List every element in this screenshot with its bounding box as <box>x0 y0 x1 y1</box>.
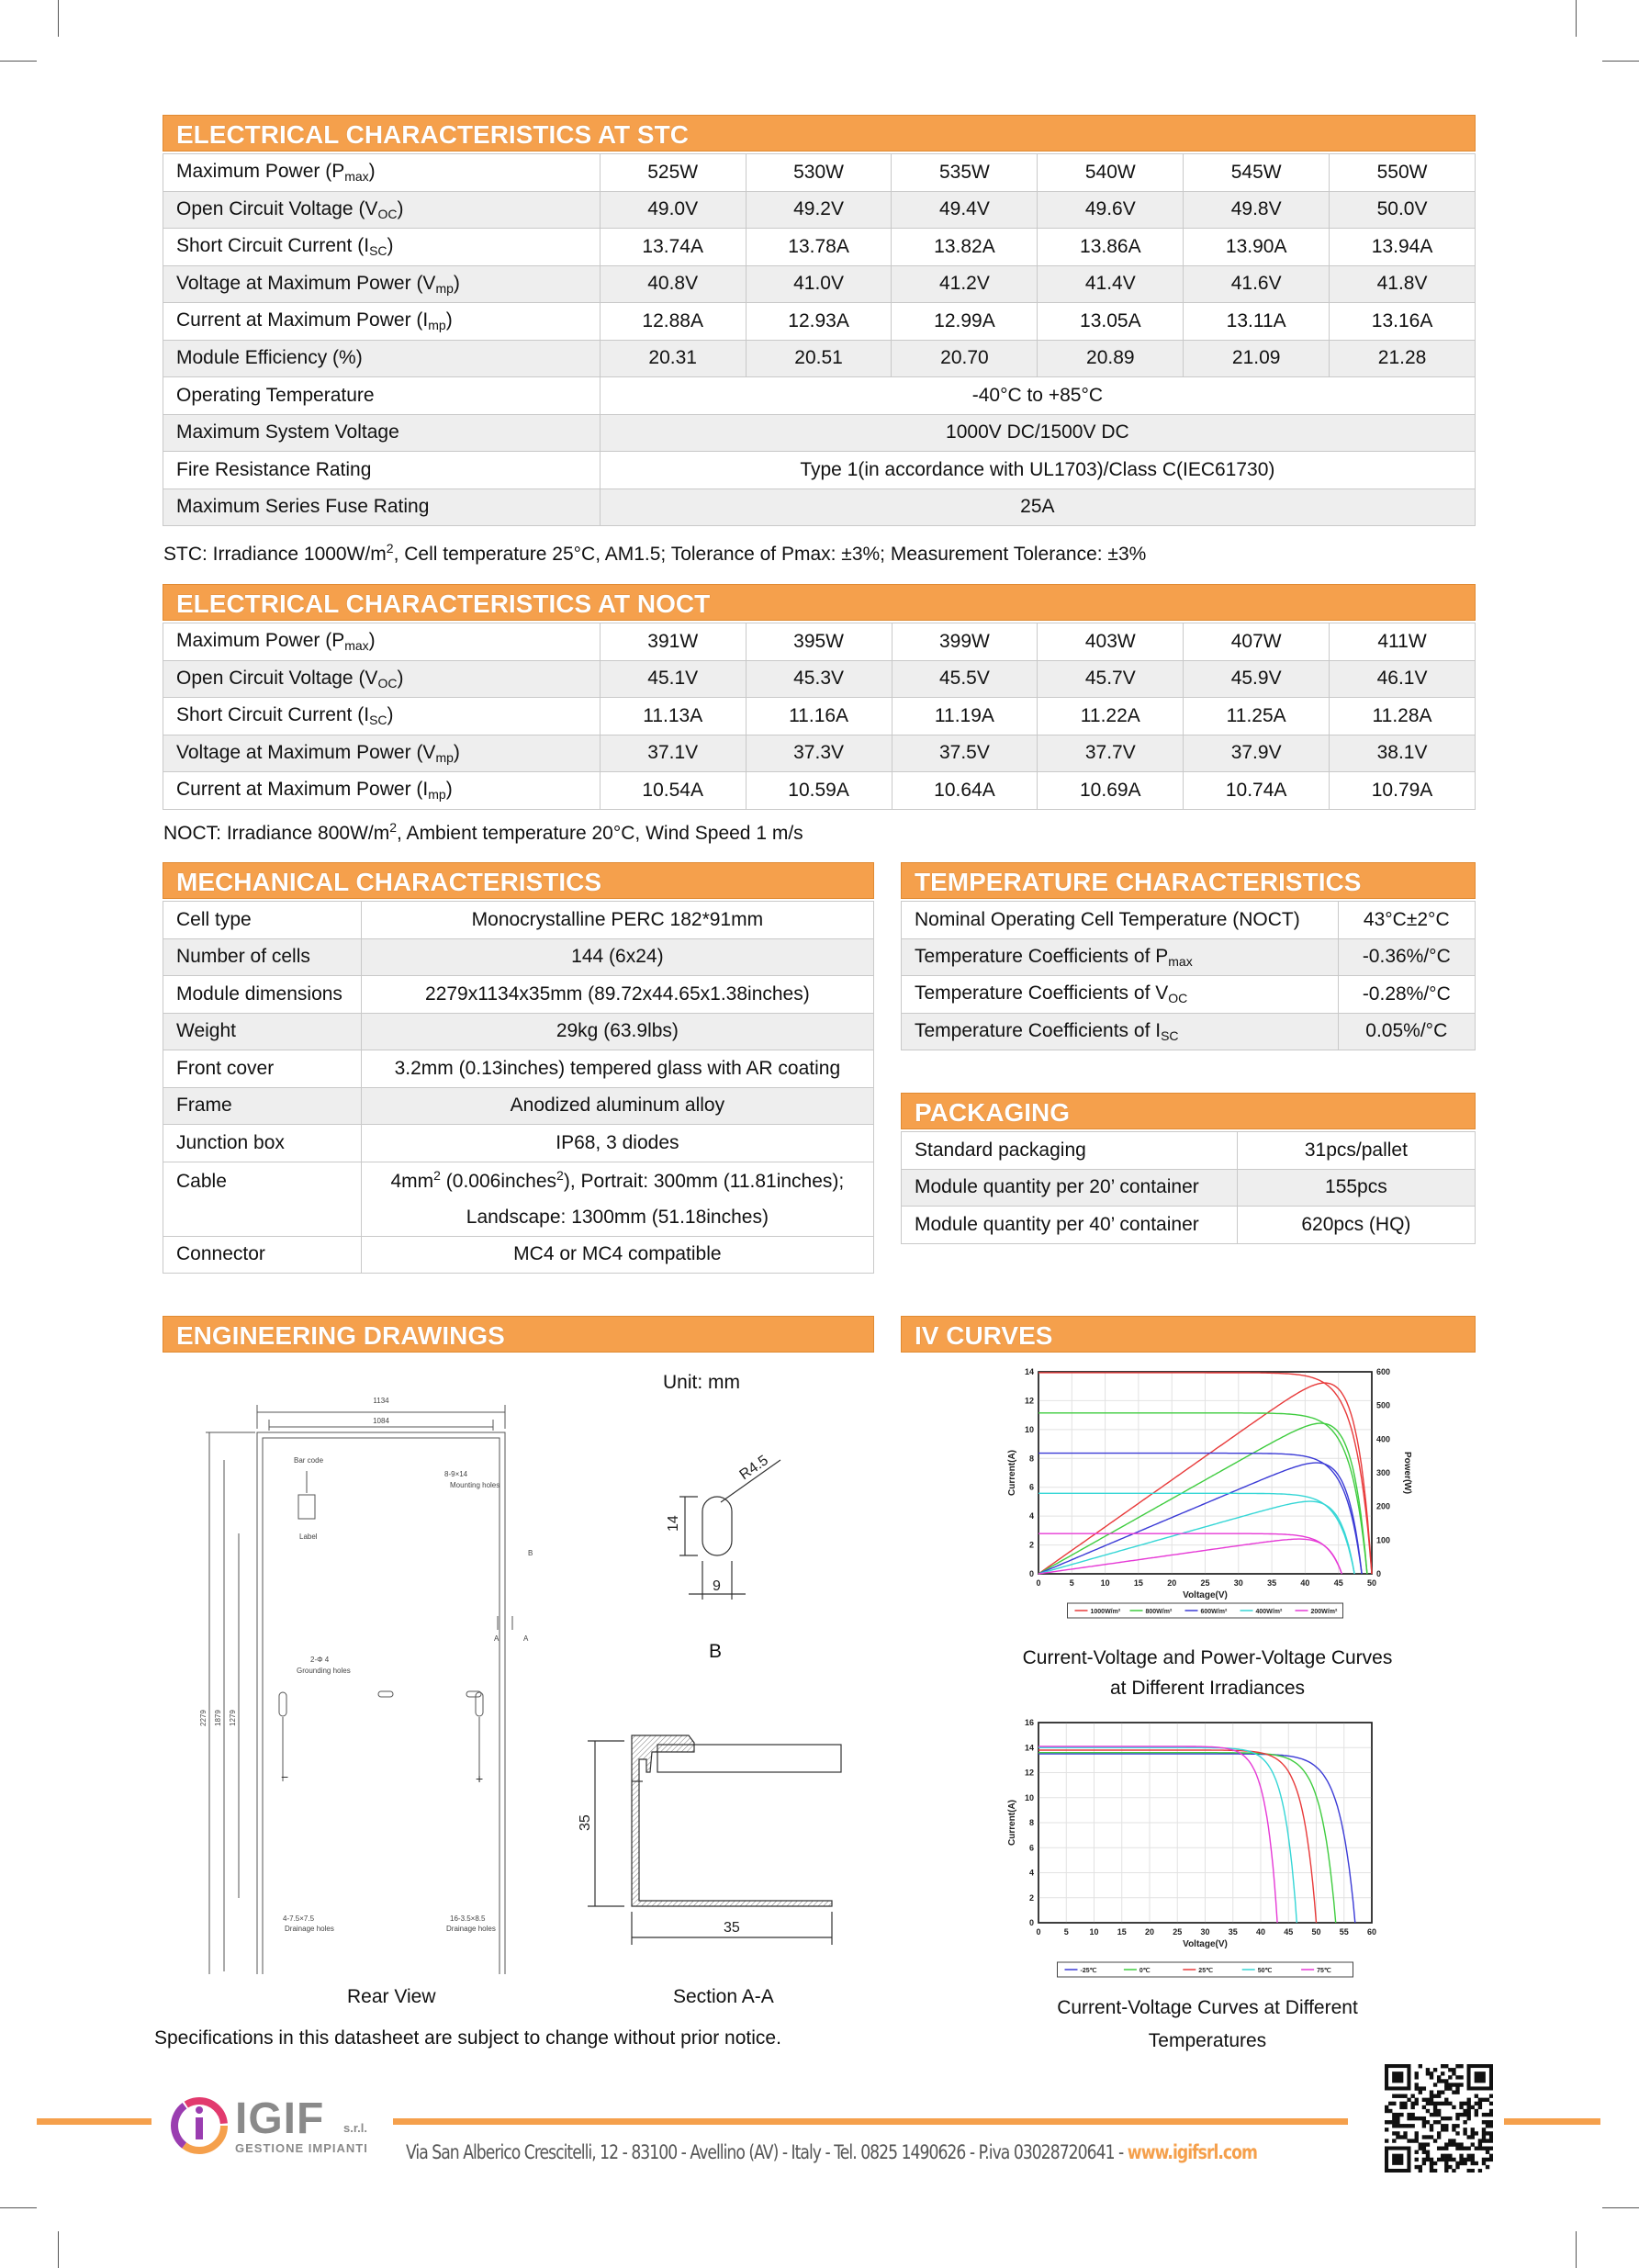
cell-value: 12.99A <box>892 303 1038 341</box>
crop-mark <box>0 61 37 62</box>
x-tick-label: 30 <box>1200 1927 1210 1937</box>
igif-logo-srl: s.r.l. <box>343 2121 368 2135</box>
igif-logo-subtitle: GESTIONE IMPIANTI <box>235 2141 368 2155</box>
x-tick-label: 15 <box>1117 1927 1127 1937</box>
noct-section-header: ELECTRICAL CHARACTERISTICS AT NOCT <box>163 584 1476 621</box>
cell-value: 399W <box>892 623 1038 661</box>
x-tick-label: 40 <box>1255 1927 1266 1937</box>
y-tick-label: 10 <box>1024 1792 1034 1802</box>
row-value: 155pcs <box>1237 1169 1475 1207</box>
y-tick-label: 12 <box>1024 1396 1034 1406</box>
legend-label: 800W/m² <box>1145 1609 1173 1615</box>
cell-value: 49.0V <box>600 191 746 229</box>
table-row <box>163 902 874 939</box>
y2-tick-label: 500 <box>1376 1400 1391 1410</box>
cell-value: 12.88A <box>600 303 746 341</box>
row-value: Monocrystalline PERC 182*91mm <box>361 902 873 939</box>
row-label: Voltage at Maximum Power $(V_{mp})$ <box>163 735 601 772</box>
cell-value: 45.9V <box>1184 660 1330 698</box>
cell-value: 540W <box>1038 154 1184 192</box>
table-row <box>163 303 1476 341</box>
cell-value: 49.4V <box>892 191 1038 229</box>
x-tick-label: 55 <box>1339 1927 1349 1937</box>
cell-value: 40.8V <box>600 265 746 303</box>
table-row <box>163 1125 874 1162</box>
row-label: Module quantity per 20’ container <box>902 1169 1238 1207</box>
table-row <box>902 1207 1476 1244</box>
cell-value: 13.16A <box>1330 303 1476 341</box>
table-row <box>163 698 1476 735</box>
row-label: Temperature Coefficients of $V_{OC}$ <box>902 976 1339 1014</box>
y2-tick-label: 200 <box>1376 1501 1391 1511</box>
temperature-section-header: TEMPERATURE CHARACTERISTICS <box>901 862 1476 899</box>
table-row <box>163 340 1476 377</box>
y-tick-label: 16 <box>1024 1718 1034 1727</box>
table-row <box>163 191 1476 229</box>
mechanical-section-header: MECHANICAL CHARACTERISTICS <box>163 862 874 899</box>
y-tick-label: 12 <box>1024 1768 1034 1778</box>
y-tick-label: 0 <box>1028 1918 1034 1927</box>
y2-tick-label: 600 <box>1376 1367 1391 1376</box>
x-tick-label: 5 <box>1069 1578 1074 1588</box>
row-label: Current at Maximum Power $(I_{mp})$ <box>163 303 601 341</box>
cell-value: 13.86A <box>1038 229 1184 266</box>
cell-value: 49.2V <box>746 191 892 229</box>
unit-label: Unit: mm <box>663 1372 740 1393</box>
section-a-a-drawing <box>569 1708 845 1951</box>
packaging-section-header: PACKAGING <box>901 1093 1476 1129</box>
row-value: 1000V DC/1500V DC <box>600 414 1475 452</box>
table-row <box>902 902 1476 939</box>
y-tick-label: 6 <box>1028 1843 1034 1853</box>
table-row-cable <box>163 1162 874 1199</box>
table-row <box>163 623 1476 661</box>
cell-value: 49.6V <box>1038 191 1184 229</box>
row-label: Nominal Operating Cell Temperature (NOCT) <box>902 902 1339 939</box>
drainage-holes-label-2: Drainage holes <box>446 1925 496 1933</box>
cell-value: 11.13A <box>600 698 746 735</box>
qr-code-icon <box>1385 2064 1493 2173</box>
row-label: Open Circuit Voltage $(V_{OC})$ <box>163 660 601 698</box>
row-value: -40°C to +85°C <box>600 377 1475 415</box>
table-row <box>163 414 1476 452</box>
table-row <box>902 976 1476 1014</box>
crop-mark <box>1602 61 1639 62</box>
cell-value: 411W <box>1330 623 1476 661</box>
row-label: Temperature Coefficients of $I_{SC}$ <box>902 1013 1339 1050</box>
cell-value: 21.28 <box>1330 340 1476 377</box>
cell-value: 20.51 <box>746 340 892 377</box>
row-value: 25A <box>600 488 1475 526</box>
y-tick-label: 2 <box>1028 1540 1034 1550</box>
row-label: Voltage at Maximum Power $(V_{mp})$ <box>163 265 601 303</box>
row-label: Operating Temperature <box>163 377 601 415</box>
x-tick-label: 5 <box>1063 1927 1069 1937</box>
mark-a-right: A <box>523 1634 529 1643</box>
mounting-holes-label: Mounting holes <box>450 1481 500 1489</box>
iv-irradiance-caption-2: at Different Irradiances <box>1109 1678 1306 1699</box>
cell-value: 10.79A <box>1330 772 1476 810</box>
cell-value: 41.2V <box>892 265 1038 303</box>
row-value: 3.2mm (0.13inches) tempered glass with AR coating <box>361 1050 873 1088</box>
iv-irradiance-caption-1: Current-Voltage and Power-Voltage Curves <box>1022 1647 1393 1668</box>
table-row <box>163 938 874 976</box>
dim-r4-5: R4.5 <box>736 1452 771 1484</box>
cell-value: 37.3V <box>746 735 892 772</box>
iv-temperature-caption-2: Temperatures <box>1148 2030 1267 2051</box>
y-tick-label: 14 <box>1024 1367 1034 1376</box>
row-label: Maximum Power $(P_{max})$ <box>163 154 601 192</box>
svg-text:−: − <box>281 1769 289 1784</box>
cell-value: 41.4V <box>1038 265 1184 303</box>
cell-value: 13.74A <box>600 229 746 266</box>
drainage-dim-2: 16-3.5×8.5 <box>450 1914 486 1923</box>
row-value: MC4 or MC4 compatible <box>361 1236 873 1274</box>
cell-value: 37.5V <box>892 735 1038 772</box>
y2-axis-label: Power(W) <box>1402 1451 1412 1495</box>
cell-value: 407W <box>1184 623 1330 661</box>
stc-table <box>163 153 1476 526</box>
y-tick-label: 2 <box>1028 1892 1034 1903</box>
row-value: $4mm^2$ (0.006inches$^2$), Portrait: 300mm (11.81inches); <box>361 1162 873 1199</box>
temperature-table <box>901 901 1476 1050</box>
cell-value: 20.70 <box>892 340 1038 377</box>
row-value: 144 (6x24) <box>361 938 873 976</box>
table-row <box>163 1236 874 1274</box>
row-value: Type 1(in accordance with UL1703)/Class C(IEC61730) <box>600 452 1475 489</box>
footer-orange-bar-left <box>37 2118 152 2125</box>
cell-value: 45.5V <box>892 660 1038 698</box>
stc-section-header: ELECTRICAL CHARACTERISTICS AT STC <box>163 115 1476 152</box>
row-label: Fire Resistance Rating <box>163 452 601 489</box>
dim-1879: 1879 <box>214 1710 222 1726</box>
y2-tick-label: 400 <box>1376 1434 1391 1444</box>
footer-orange-bar-main <box>393 2118 1348 2125</box>
legend-label: 1000W/m² <box>1090 1609 1121 1615</box>
cell-value: 37.1V <box>600 735 746 772</box>
crop-mark <box>1576 2231 1577 2268</box>
crop-mark <box>0 2207 37 2208</box>
crop-mark <box>58 0 59 37</box>
cell-value: 535W <box>892 154 1038 192</box>
row-label: Maximum System Voltage <box>163 414 601 452</box>
x-tick-label: 45 <box>1333 1578 1343 1588</box>
y-tick-label: 0 <box>1028 1569 1034 1578</box>
row-value: 620pcs (HQ) <box>1237 1207 1475 1244</box>
x-tick-label: 45 <box>1284 1927 1294 1937</box>
x-tick-label: 60 <box>1366 1927 1377 1937</box>
row-value: Landscape: 1300mm (51.18inches) <box>361 1199 873 1237</box>
iv-temperature-caption-1: Current-Voltage Curves at Different <box>1057 1997 1358 2018</box>
y-tick-label: 4 <box>1028 1511 1034 1521</box>
table-row <box>902 938 1476 976</box>
x-axis-label: Voltage(V) <box>1183 1939 1228 1949</box>
noct-note: NOCT: Irradiance $800W/m^2$, Ambient temperature 20°C, Wind Speed 1 m/s <box>163 820 803 844</box>
x-tick-label: 40 <box>1300 1578 1310 1588</box>
cell-value: 41.6V <box>1184 265 1330 303</box>
cell-value: 11.19A <box>892 698 1038 735</box>
cell-value: 11.25A <box>1184 698 1330 735</box>
disclaimer-text: Specifications in this datasheet are subject to change without prior notice. <box>154 2027 781 2049</box>
cell-value: 12.93A <box>746 303 892 341</box>
x-tick-label: 25 <box>1200 1578 1210 1588</box>
iv-irradiance-chart <box>996 1359 1414 1644</box>
cell-value: 45.3V <box>746 660 892 698</box>
crop-mark <box>1576 0 1577 37</box>
bar-code-label: Bar code <box>294 1456 324 1465</box>
drainage-dim-1: 4-7.5×7.5 <box>283 1914 315 1923</box>
igif-logo-text: IGIF <box>235 2094 325 2143</box>
x-tick-label: 30 <box>1233 1578 1243 1588</box>
y-tick-label: 6 <box>1028 1482 1034 1492</box>
table-row <box>902 1013 1476 1050</box>
table-row <box>163 772 1476 810</box>
table-row <box>902 1169 1476 1207</box>
cell-value: 10.69A <box>1038 772 1184 810</box>
cell-value: 403W <box>1038 623 1184 661</box>
cell-value: 391W <box>600 623 746 661</box>
table-row <box>163 229 1476 266</box>
cell-value: 13.82A <box>892 229 1038 266</box>
x-axis-label: Voltage(V) <box>1183 1590 1228 1600</box>
legend-label: 25℃ <box>1198 1968 1213 1974</box>
x-tick-label: 35 <box>1267 1578 1277 1588</box>
x-tick-label: 10 <box>1100 1578 1110 1588</box>
row-value: Anodized aluminum alloy <box>361 1087 873 1125</box>
dim-35-horizontal: 35 <box>724 1920 740 1936</box>
row-value: 29kg (63.9lbs) <box>361 1013 873 1050</box>
cell-value: 11.28A <box>1330 698 1476 735</box>
cell-value: 38.1V <box>1330 735 1476 772</box>
footer-address: Via San Alberico Crescitelli, 12 - 83100 - Avellino (AV) - Italy - Tel. 0825 1490626 - P.iva 03028720641 - www.igifsrl.com <box>406 2141 1257 2163</box>
table-row <box>163 377 1476 415</box>
legend-label: 0℃ <box>1139 1968 1151 1974</box>
table-row <box>163 735 1476 772</box>
row-label: Temperature Coefficients of $P_{max}$ <box>902 938 1339 976</box>
row-value: 31pcs/pallet <box>1237 1132 1475 1170</box>
cell-value: 50.0V <box>1330 191 1476 229</box>
footer-orange-bar-right <box>1504 2118 1600 2125</box>
row-label: Connector <box>163 1236 362 1274</box>
y-tick-label: 10 <box>1024 1424 1034 1434</box>
row-label: Cell type <box>163 902 362 939</box>
grounding-dim: 2-Φ 4 <box>310 1656 330 1664</box>
x-tick-label: 0 <box>1036 1578 1041 1588</box>
cell-value: 37.9V <box>1184 735 1330 772</box>
label-label: Label <box>299 1533 318 1541</box>
y-tick-label: 8 <box>1028 1818 1034 1827</box>
row-value: 43°C±2°C <box>1338 902 1475 939</box>
legend-label: 400W/m² <box>1255 1609 1283 1615</box>
y2-tick-label: 100 <box>1376 1535 1391 1545</box>
table-row <box>163 976 874 1014</box>
dim-1279: 1279 <box>229 1710 237 1726</box>
mark-a-left: A <box>494 1634 500 1643</box>
x-tick-label: 25 <box>1173 1927 1183 1937</box>
mechanical-table <box>163 901 874 1274</box>
cell-value: 545W <box>1184 154 1330 192</box>
cell-value: 13.94A <box>1330 229 1476 266</box>
row-value: IP68, 3 diodes <box>361 1125 873 1162</box>
y2-tick-label: 0 <box>1376 1569 1382 1578</box>
crop-mark <box>1602 2207 1639 2208</box>
row-label: Short Circuit Current $(I_{SC})$ <box>163 229 601 266</box>
table-row <box>902 1132 1476 1170</box>
row-label: Frame <box>163 1087 362 1125</box>
y-tick-label: 8 <box>1028 1454 1034 1464</box>
drainage-holes-label-1: Drainage holes <box>285 1925 334 1933</box>
cell-value: 21.09 <box>1184 340 1330 377</box>
table-row <box>163 452 1476 489</box>
svg-text:+: + <box>476 1771 484 1786</box>
cell-value: 11.22A <box>1038 698 1184 735</box>
y-axis-label: Current(A) <box>1007 1450 1017 1496</box>
igif-logo-mark <box>169 2095 230 2156</box>
legend-label: 75℃ <box>1317 1968 1331 1974</box>
cell-value: 41.8V <box>1330 265 1476 303</box>
cell-value: 10.64A <box>892 772 1038 810</box>
engineering-section-header: ENGINEERING DRAWINGS <box>163 1316 874 1353</box>
cell-value: 10.59A <box>746 772 892 810</box>
y-axis-label: Current(A) <box>1007 1800 1017 1846</box>
y2-tick-label: 300 <box>1376 1468 1391 1477</box>
cell-value: 10.54A <box>600 772 746 810</box>
legend-label: 50℃ <box>1257 1968 1273 1974</box>
detail-b-drawing <box>652 1432 799 1607</box>
table-row <box>163 154 1476 192</box>
x-tick-label: 15 <box>1133 1578 1143 1588</box>
legend-label: 600W/m² <box>1200 1609 1228 1615</box>
cell-value: 45.1V <box>600 660 746 698</box>
table-row <box>163 1087 874 1125</box>
row-value: -0.28%/°C <box>1338 976 1475 1014</box>
mark-b: B <box>528 1549 533 1557</box>
row-label: Number of cells <box>163 938 362 976</box>
noct-table <box>163 623 1476 810</box>
table-row <box>163 660 1476 698</box>
row-label: Current at Maximum Power $(I_{mp})$ <box>163 772 601 810</box>
x-tick-label: 10 <box>1089 1927 1099 1937</box>
row-label: Cable <box>163 1162 362 1236</box>
row-label: Maximum Series Fuse Rating <box>163 488 601 526</box>
crop-mark <box>58 2231 59 2268</box>
table-row <box>163 265 1476 303</box>
dim-14: 14 <box>666 1515 681 1532</box>
cell-value: 20.89 <box>1038 340 1184 377</box>
row-label: Maximum Power $(P_{max})$ <box>163 623 601 661</box>
x-tick-label: 35 <box>1228 1927 1238 1937</box>
cell-value: 49.8V <box>1184 191 1330 229</box>
table-row <box>163 1050 874 1088</box>
grounding-holes-label: Grounding holes <box>297 1667 351 1675</box>
section-a-a-caption: Section A-A <box>673 1986 774 2007</box>
row-label: Front cover <box>163 1050 362 1088</box>
cell-value: 530W <box>746 154 892 192</box>
y-tick-label: 14 <box>1024 1743 1034 1753</box>
cell-value: 45.7V <box>1038 660 1184 698</box>
x-tick-label: 20 <box>1167 1578 1177 1588</box>
cell-value: 41.0V <box>746 265 892 303</box>
legend-label: -25℃ <box>1080 1968 1097 1974</box>
row-value: -0.36%/°C <box>1338 938 1475 976</box>
row-value: 0.05%/°C <box>1338 1013 1475 1050</box>
x-tick-label: 50 <box>1311 1927 1321 1937</box>
footer-website-link[interactable]: www.igifsrl.com <box>1127 2141 1257 2163</box>
row-label: Short Circuit Current $(I_{SC})$ <box>163 698 601 735</box>
cell-value: 13.11A <box>1184 303 1330 341</box>
cell-value: 13.78A <box>746 229 892 266</box>
cell-value: 13.05A <box>1038 303 1184 341</box>
iv-curves-section-header: IV CURVES <box>901 1316 1476 1353</box>
cell-value: 525W <box>600 154 746 192</box>
row-value: 2279x1134x35mm (89.72x44.65x1.38inches) <box>361 976 873 1014</box>
legend-label: 200W/m² <box>1310 1609 1338 1615</box>
cell-value: 20.31 <box>600 340 746 377</box>
stc-note: STC: Irradiance $1000W/m^2$, Cell temperature 25°C, AM1.5; Tolerance of Pmax: ±3%; Measurement Tolerance: ±3% <box>163 541 1147 565</box>
dim-2279: 2279 <box>199 1710 208 1726</box>
dim-1134: 1134 <box>373 1397 389 1405</box>
row-label: Module dimensions <box>163 976 362 1014</box>
cell-value: 10.74A <box>1184 772 1330 810</box>
row-label: Module quantity per 40’ container <box>902 1207 1238 1244</box>
detail-b-caption: B <box>709 1641 723 1662</box>
row-label: Junction box <box>163 1125 362 1162</box>
cell-value: 46.1V <box>1330 660 1476 698</box>
cell-value: 550W <box>1330 154 1476 192</box>
dim-9: 9 <box>713 1578 721 1594</box>
dim-35-vertical: 35 <box>578 1814 593 1831</box>
table-row <box>163 488 1476 526</box>
x-tick-label: 0 <box>1036 1927 1041 1937</box>
cell-value: 37.7V <box>1038 735 1184 772</box>
y-tick-label: 4 <box>1028 1868 1034 1878</box>
cell-value: 11.16A <box>746 698 892 735</box>
row-label: Standard packaging <box>902 1132 1238 1170</box>
packaging-table <box>901 1131 1476 1244</box>
row-label: Module Efficiency (%) <box>163 340 601 377</box>
table-row <box>163 1013 874 1050</box>
rear-view-caption: Rear View <box>347 1986 436 2007</box>
rear-view-drawing <box>174 1387 578 1974</box>
iv-temperature-chart <box>996 1708 1414 1988</box>
cell-value: 395W <box>746 623 892 661</box>
x-tick-label: 50 <box>1366 1578 1377 1588</box>
x-tick-label: 20 <box>1144 1927 1155 1937</box>
row-label: Weight <box>163 1013 362 1050</box>
mounting-dim: 8-9×14 <box>444 1470 468 1478</box>
row-label: Open Circuit Voltage $(V_{OC})$ <box>163 191 601 229</box>
cell-value: 13.90A <box>1184 229 1330 266</box>
dim-1084: 1084 <box>373 1417 389 1425</box>
